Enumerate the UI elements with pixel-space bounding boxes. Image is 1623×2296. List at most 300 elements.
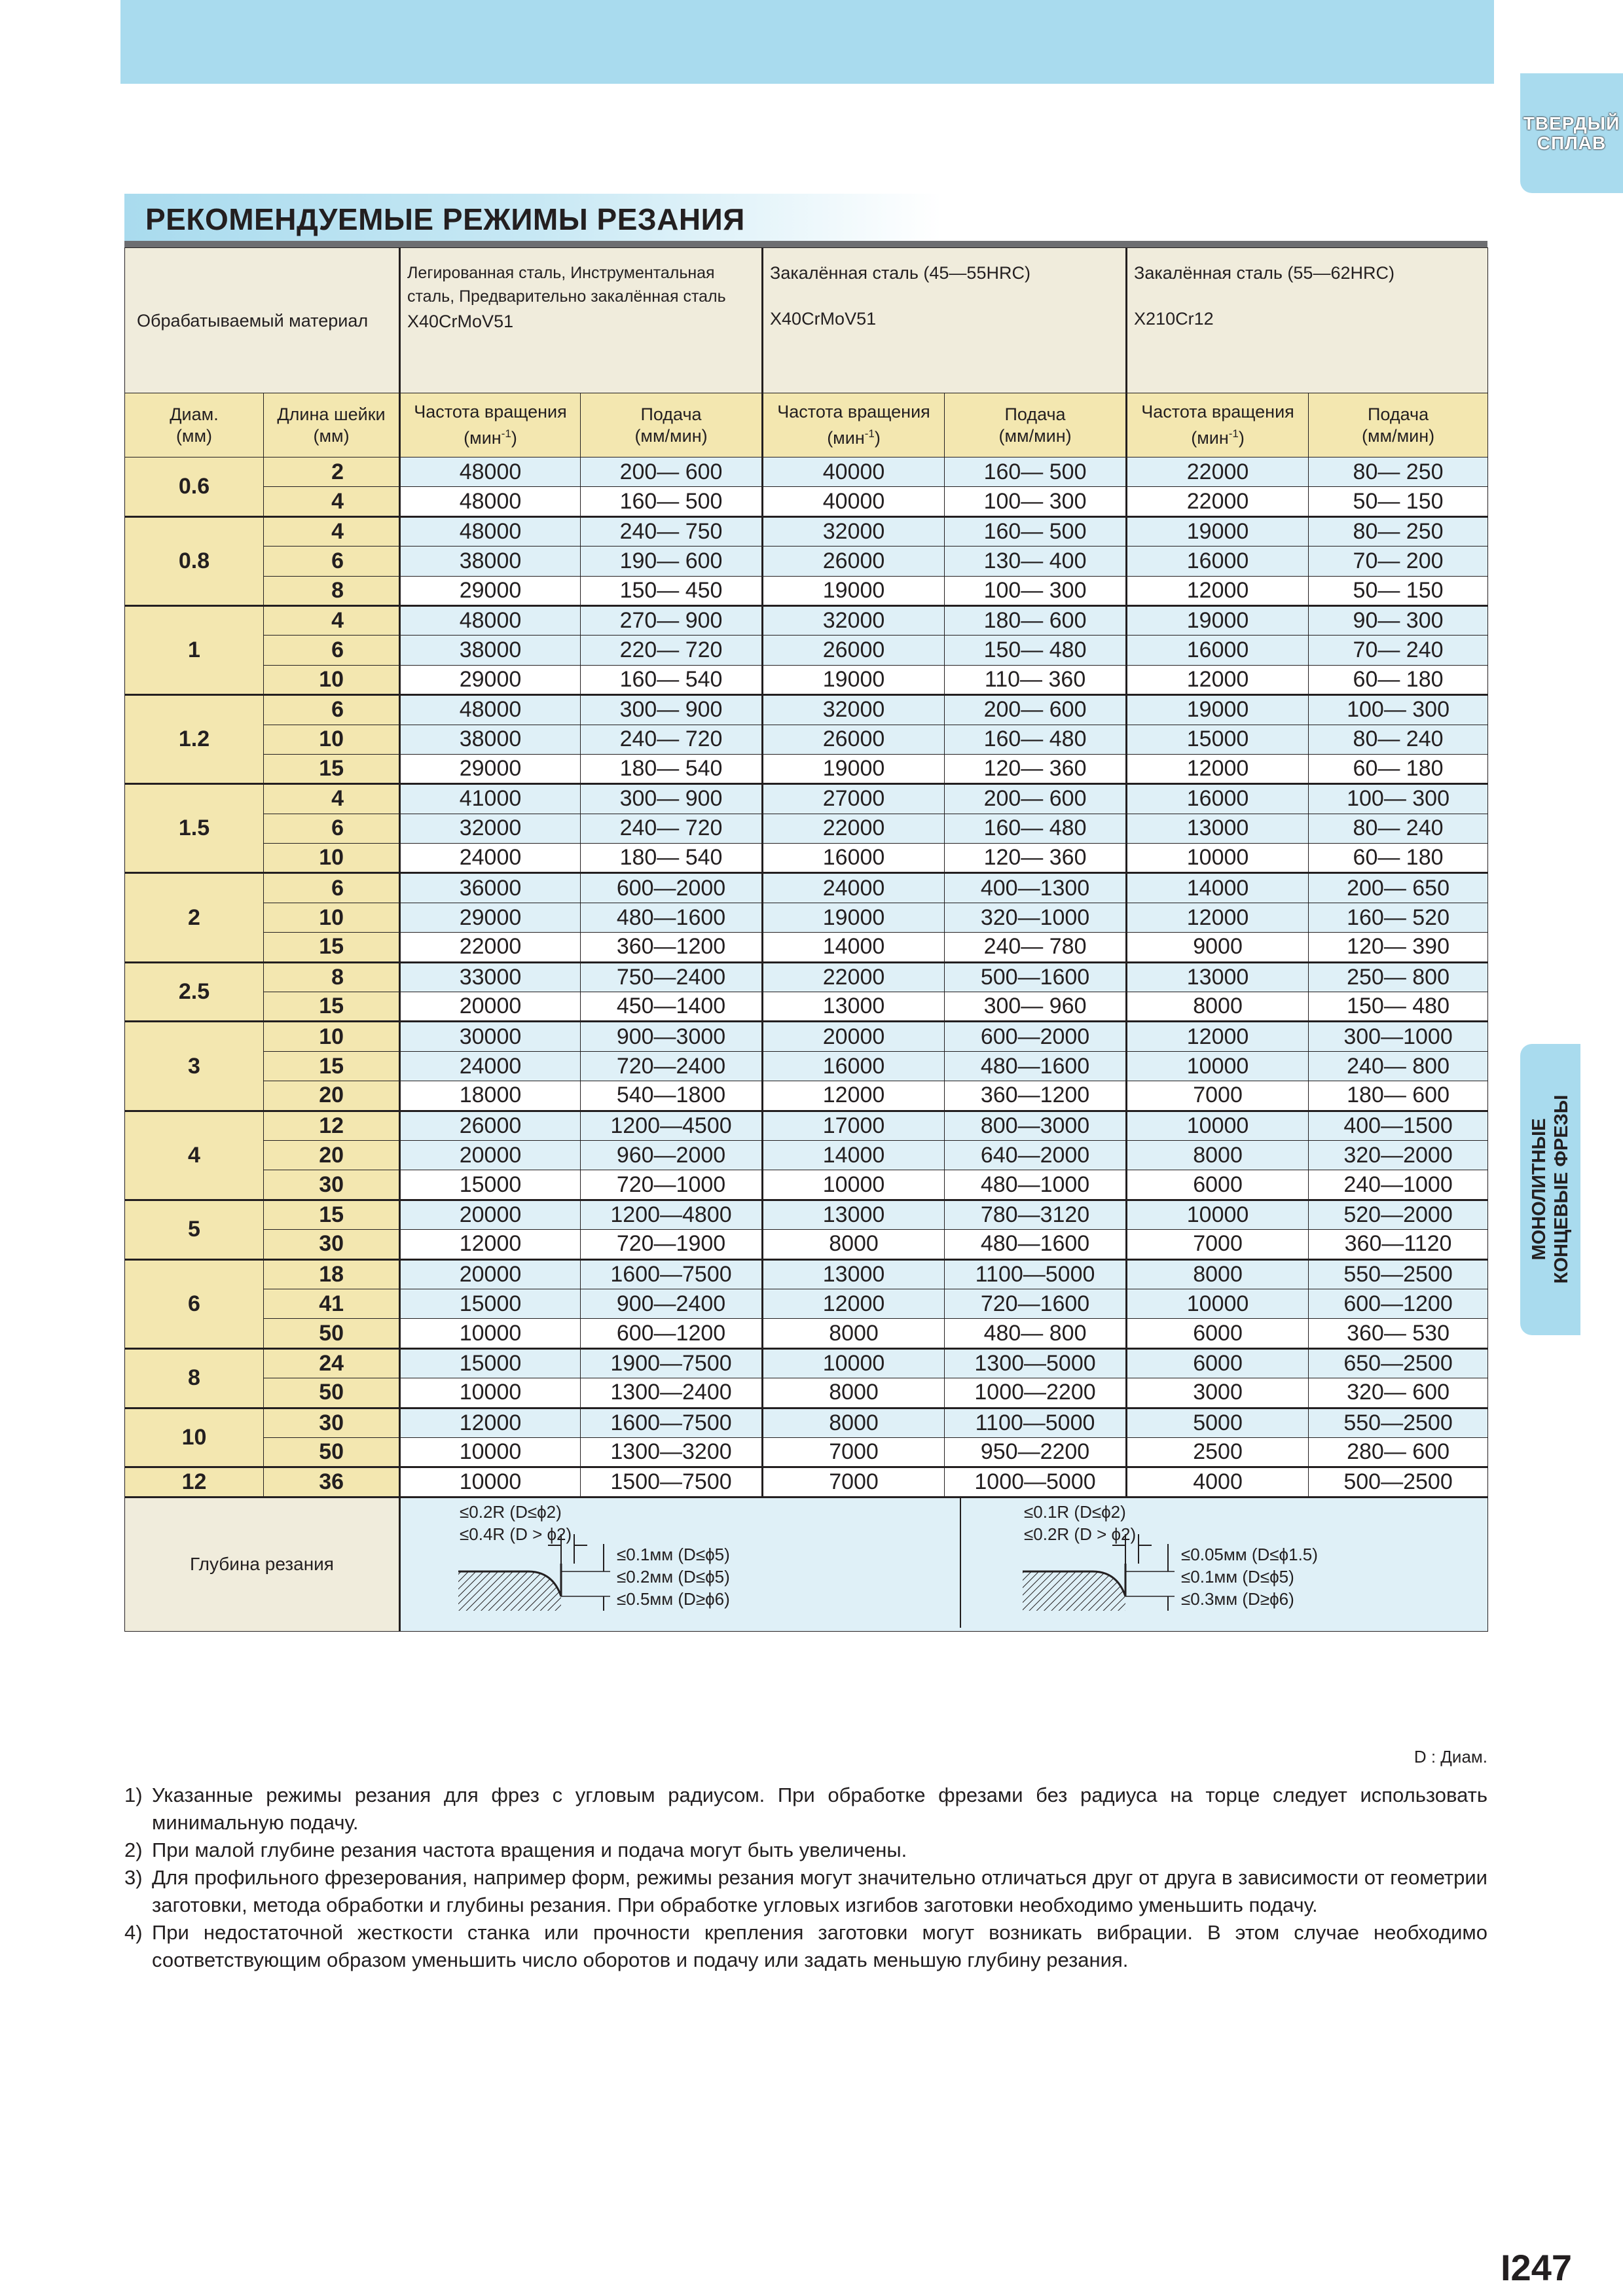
- speed-cell: 16000: [763, 1051, 945, 1081]
- right-figure-radius-text: ≤0.1R (D≤ϕ2): [1024, 1501, 1126, 1522]
- feed-cell: 900—2400: [581, 1289, 763, 1318]
- speed-cell: 29000: [400, 903, 581, 932]
- neck-length-cell: 10: [264, 725, 400, 754]
- table-row: [125, 903, 1488, 932]
- feed-cell: 120— 360: [945, 844, 1127, 873]
- side-tab-carbide: [1520, 73, 1623, 193]
- neck-length-cell: 20: [264, 1140, 400, 1170]
- table-row: [125, 1378, 1488, 1408]
- side-tab-mid-line2: КОНЦЕВЫЕ ФРЕЗЫ: [1551, 1094, 1572, 1284]
- diameter-cell: 0.8: [125, 516, 264, 605]
- speed-cell: 20000: [400, 1140, 581, 1170]
- speed-cell: 16000: [763, 844, 945, 873]
- speed-cell: 3000: [1127, 1378, 1309, 1408]
- speed-header-label: Частота вращения: [777, 402, 930, 422]
- speed-cell: 10000: [400, 1319, 581, 1348]
- diameter-legend: D : Диам.: [1413, 1747, 1487, 1767]
- feed-cell: 500—1600: [945, 962, 1127, 992]
- feed-cell: 320—1000: [945, 903, 1127, 932]
- feed-cell: 960—2000: [581, 1140, 763, 1170]
- right-figure-workpiece: [1023, 1571, 1125, 1611]
- feed-cell: 750—2400: [581, 962, 763, 992]
- table-row: [125, 1319, 1488, 1348]
- col-header-diameter: [125, 393, 264, 457]
- feed-cell: 160— 480: [945, 814, 1127, 843]
- feed-cell: 240— 800: [1309, 1051, 1488, 1081]
- speed-cell: 16000: [1127, 547, 1309, 576]
- side-tab-top-line1: ТВЕРДЫЙ: [1523, 113, 1620, 134]
- left-figure-radius-text: ≤0.4R (D > ϕ2): [460, 1524, 572, 1544]
- speed-cell: 15000: [400, 1348, 581, 1378]
- feed-cell: 540—1800: [581, 1081, 763, 1111]
- speed-cell: 26000: [400, 1111, 581, 1140]
- speed-cell: 22000: [1127, 487, 1309, 516]
- speed-cell: 13000: [763, 1259, 945, 1289]
- diameter-cell: 1: [125, 605, 264, 694]
- feed-cell: 50— 150: [1309, 487, 1488, 516]
- table-row: [125, 1170, 1488, 1200]
- speed-cell: 24000: [400, 1051, 581, 1081]
- feed-cell: 1200—4500: [581, 1111, 763, 1140]
- diameter-cell: 1.2: [125, 695, 264, 784]
- table-row: [125, 1140, 1488, 1170]
- page-number: I247: [1501, 2247, 1572, 2288]
- diameter-cell: 8: [125, 1348, 264, 1408]
- feed-cell: 150— 480: [945, 636, 1127, 665]
- feed-cell: 360—1200: [581, 933, 763, 962]
- speed-header-exponent: -1: [501, 427, 511, 440]
- note-number: 4): [124, 1921, 143, 1944]
- feed-cell: 480—1000: [945, 1170, 1127, 1200]
- feed-cell: 300— 900: [581, 695, 763, 725]
- table-row: [125, 992, 1488, 1022]
- feed-cell: 180— 600: [945, 605, 1127, 635]
- table-row: [125, 725, 1488, 754]
- speed-cell: 32000: [763, 695, 945, 725]
- neck-length-cell: 15: [264, 1200, 400, 1229]
- feed-cell: 360—1120: [1309, 1230, 1488, 1259]
- speed-cell: 22000: [763, 962, 945, 992]
- speed-cell: 10000: [1127, 1200, 1309, 1229]
- feed-cell: 160— 480: [945, 725, 1127, 754]
- speed-cell: 8000: [1127, 1140, 1309, 1170]
- table-row: [125, 1259, 1488, 1289]
- feed-cell: 70— 240: [1309, 636, 1488, 665]
- material-group-2-grade: X40CrMoV51: [770, 309, 877, 329]
- table-row: [125, 695, 1488, 725]
- speed-cell: 10000: [763, 1348, 945, 1378]
- table-row: [125, 844, 1488, 873]
- feed-cell: 650—2500: [1309, 1348, 1488, 1378]
- neck-length-cell: 10: [264, 844, 400, 873]
- speed-cell: 19000: [763, 754, 945, 783]
- feed-cell: 480— 800: [945, 1319, 1127, 1348]
- speed-cell: 20000: [400, 1200, 581, 1229]
- feed-cell: 780—3120: [945, 1200, 1127, 1229]
- speed-cell: 7000: [763, 1437, 945, 1467]
- feed-cell: 1500—7500: [581, 1467, 763, 1497]
- speed-cell: 38000: [400, 547, 581, 576]
- speed-cell: 26000: [763, 636, 945, 665]
- speed-header-label: Частота вращения: [414, 402, 567, 422]
- neck-length-cell: 4: [264, 784, 400, 814]
- feed-cell: 400—1500: [1309, 1111, 1488, 1140]
- feed-cell: 200— 600: [945, 784, 1127, 814]
- feed-cell: 280— 600: [1309, 1437, 1488, 1467]
- table-row: [125, 1348, 1488, 1378]
- feed-cell: 150— 450: [581, 576, 763, 605]
- neck-length-cell: 2: [264, 457, 400, 487]
- left-figure-workpiece: [458, 1571, 561, 1611]
- neck-length-cell: 10: [264, 1022, 400, 1051]
- speed-cell: 15000: [1127, 725, 1309, 754]
- feed-cell: 300— 960: [945, 992, 1127, 1022]
- feed-cell: 550—2500: [1309, 1259, 1488, 1289]
- feed-header-label: Подача (мм/мин): [1361, 404, 1435, 446]
- cutting-depth-label: Глубина резания: [125, 1497, 400, 1631]
- feed-cell: 110— 360: [945, 665, 1127, 694]
- col-header-feed-2: [945, 393, 1127, 457]
- neck-length-cell: 12: [264, 1111, 400, 1140]
- speed-cell: 10000: [1127, 1051, 1309, 1081]
- speed-cell: 16000: [1127, 784, 1309, 814]
- speed-cell: 6000: [1127, 1170, 1309, 1200]
- right-figure-depth-text: ≤0.05мм (D≤ϕ1.5): [1181, 1544, 1318, 1564]
- speed-cell: 15000: [400, 1170, 581, 1200]
- section-title-banner: [124, 194, 1487, 241]
- table-row: [125, 636, 1488, 665]
- speed-cell: 8000: [763, 1230, 945, 1259]
- cutting-depth-row: [125, 1497, 1488, 1631]
- neck-length-cell: 4: [264, 605, 400, 635]
- feed-cell: 720—1600: [945, 1289, 1127, 1318]
- speed-cell: 27000: [763, 784, 945, 814]
- speed-cell: 5000: [1127, 1408, 1309, 1437]
- speed-cell: 16000: [1127, 636, 1309, 665]
- col-header-neck-length-text: Длина шейки (мм): [277, 404, 386, 446]
- feed-cell: 60— 180: [1309, 665, 1488, 694]
- note-item: [124, 1782, 1487, 1837]
- table-row: [125, 547, 1488, 576]
- feed-cell: 1000—2200: [945, 1378, 1127, 1408]
- feed-cell: 90— 300: [1309, 605, 1488, 635]
- feed-cell: 640—2000: [945, 1140, 1127, 1170]
- feed-cell: 720—2400: [581, 1051, 763, 1081]
- speed-cell: 48000: [400, 457, 581, 487]
- neck-length-cell: 50: [264, 1319, 400, 1348]
- neck-length-cell: 10: [264, 903, 400, 932]
- neck-length-cell: 4: [264, 487, 400, 516]
- feed-cell: 250— 800: [1309, 962, 1488, 992]
- speed-cell: 20000: [763, 1022, 945, 1051]
- note-item: [124, 1919, 1487, 1974]
- material-group-1: [400, 248, 763, 393]
- neck-length-cell: 18: [264, 1259, 400, 1289]
- feed-cell: 120— 360: [945, 754, 1127, 783]
- table-row: [125, 962, 1488, 992]
- material-group-2-name: Закалённая сталь (45—55HRC): [770, 263, 1030, 283]
- speed-cell: 20000: [400, 1259, 581, 1289]
- neck-length-cell: 6: [264, 873, 400, 903]
- neck-length-cell: 15: [264, 933, 400, 962]
- left-figure-depth-text: ≤0.2мм (D≤ϕ5): [617, 1566, 730, 1587]
- feed-cell: 80— 240: [1309, 725, 1488, 754]
- speed-cell: 20000: [400, 992, 581, 1022]
- speed-cell: 19000: [1127, 695, 1309, 725]
- speed-cell: 10000: [1127, 844, 1309, 873]
- material-header-row: [125, 248, 1488, 393]
- speed-cell: 19000: [763, 576, 945, 605]
- cutting-depth-figures: [400, 1497, 1488, 1631]
- feed-cell: 100— 300: [945, 576, 1127, 605]
- speed-cell: 8000: [763, 1408, 945, 1437]
- speed-header-close: ): [1238, 428, 1245, 448]
- speed-cell: 30000: [400, 1022, 581, 1051]
- feed-cell: 100— 300: [1309, 784, 1488, 814]
- title-rule: [124, 241, 1487, 247]
- cutting-conditions-table: [124, 247, 1488, 1632]
- neck-length-cell: 6: [264, 695, 400, 725]
- note-text: При малой глубине резания частота вращения и подача могут быть увеличены.: [152, 1839, 907, 1861]
- diameter-cell: 6: [125, 1259, 264, 1348]
- speed-cell: 10000: [400, 1378, 581, 1408]
- table-row: [125, 754, 1488, 783]
- speed-cell: 10000: [400, 1467, 581, 1497]
- speed-cell: 19000: [763, 903, 945, 932]
- table-row: [125, 1111, 1488, 1140]
- feed-cell: 80— 250: [1309, 457, 1488, 487]
- note-number: 3): [124, 1866, 143, 1889]
- speed-cell: 2500: [1127, 1437, 1309, 1467]
- note-item: [124, 1837, 1487, 1864]
- table-row: [125, 487, 1488, 516]
- speed-cell: 12000: [1127, 576, 1309, 605]
- material-label: Обрабатываемый материал: [125, 248, 400, 393]
- feed-cell: 80— 250: [1309, 516, 1488, 546]
- note-text: Для профильного фрезерования, например форм, режимы резания могут значительно отличаться друг от друга в зависимости от геометрии заготовки, метода обработки и глубины резания. При обработке угловых изгибов заготовки необходимо уменьшить подачу.: [152, 1866, 1487, 1916]
- note-number: 1): [124, 1784, 143, 1806]
- speed-cell: 12000: [400, 1230, 581, 1259]
- feed-cell: 60— 180: [1309, 844, 1488, 873]
- neck-length-cell: 50: [264, 1437, 400, 1467]
- feed-cell: 100— 300: [945, 487, 1127, 516]
- speed-header-close: ): [511, 428, 517, 448]
- speed-cell: 12000: [763, 1289, 945, 1318]
- speed-cell: 19000: [763, 665, 945, 694]
- diameter-cell: 12: [125, 1467, 264, 1497]
- neck-length-cell: 10: [264, 665, 400, 694]
- speed-cell: 8000: [1127, 992, 1309, 1022]
- notes-list: [124, 1782, 1487, 1974]
- table-row: [125, 1200, 1488, 1229]
- diameter-cell: 1.5: [125, 784, 264, 873]
- col-header-speed-3: [1127, 393, 1309, 457]
- feed-cell: 720—1000: [581, 1170, 763, 1200]
- feed-cell: 150— 480: [1309, 992, 1488, 1022]
- speed-cell: 6000: [1127, 1319, 1309, 1348]
- side-tab-end-mills: [1520, 1044, 1580, 1335]
- speed-cell: 14000: [763, 1140, 945, 1170]
- table-row: [125, 784, 1488, 814]
- neck-length-cell: 30: [264, 1230, 400, 1259]
- speed-header-close: ): [874, 428, 881, 448]
- feed-cell: 1300—3200: [581, 1437, 763, 1467]
- feed-cell: 600—2000: [581, 873, 763, 903]
- speed-header-label: Частота вращения: [1141, 402, 1294, 422]
- speed-cell: 8000: [1127, 1259, 1309, 1289]
- speed-cell: 7000: [1127, 1230, 1309, 1259]
- speed-cell: 29000: [400, 754, 581, 783]
- material-group-3-grade: X210Cr12: [1134, 309, 1214, 329]
- note-number: 2): [124, 1839, 143, 1861]
- feed-cell: 160— 500: [945, 457, 1127, 487]
- speed-cell: 22000: [1127, 457, 1309, 487]
- speed-cell: 29000: [400, 576, 581, 605]
- feed-cell: 160— 500: [945, 516, 1127, 546]
- table-row: [125, 1081, 1488, 1111]
- speed-cell: 7000: [1127, 1081, 1309, 1111]
- speed-cell: 14000: [1127, 873, 1309, 903]
- feed-cell: 60— 180: [1309, 754, 1488, 783]
- table-row: [125, 576, 1488, 605]
- neck-length-cell: 30: [264, 1408, 400, 1437]
- speed-cell: 13000: [763, 992, 945, 1022]
- col-header-speed-2: [763, 393, 945, 457]
- neck-length-cell: 41: [264, 1289, 400, 1318]
- speed-cell: 48000: [400, 695, 581, 725]
- material-group-1-name: Легированная сталь, Инструментальная сталь, Предварительно закалённая сталь: [407, 264, 726, 306]
- neck-length-cell: 30: [264, 1170, 400, 1200]
- neck-length-cell: 8: [264, 576, 400, 605]
- speed-cell: 8000: [763, 1319, 945, 1348]
- speed-cell: 13000: [1127, 962, 1309, 992]
- neck-length-cell: 8: [264, 962, 400, 992]
- feed-cell: 1200—4800: [581, 1200, 763, 1229]
- diameter-cell: 0.6: [125, 457, 264, 517]
- col-header-speed-1: [400, 393, 581, 457]
- speed-cell: 18000: [400, 1081, 581, 1111]
- left-figure-depth-text: ≤0.5мм (D≥ϕ6): [617, 1588, 730, 1609]
- speed-cell: 40000: [763, 487, 945, 516]
- table-row: [125, 1051, 1488, 1081]
- feed-cell: 100— 300: [1309, 695, 1488, 725]
- speed-header-unit: (мин: [827, 428, 865, 448]
- col-header-feed-1: [581, 393, 763, 457]
- feed-cell: 500—2500: [1309, 1467, 1488, 1497]
- feed-cell: 160— 520: [1309, 903, 1488, 932]
- side-tab-top-line2: СПЛАВ: [1537, 132, 1607, 153]
- diameter-cell: 10: [125, 1408, 264, 1467]
- feed-cell: 360— 530: [1309, 1319, 1488, 1348]
- neck-length-cell: 6: [264, 814, 400, 843]
- side-tab-mid-line1: МОНОЛИТНЫЕ: [1529, 1118, 1550, 1261]
- feed-cell: 190— 600: [581, 547, 763, 576]
- feed-cell: 480—1600: [945, 1230, 1127, 1259]
- feed-cell: 360—1200: [945, 1081, 1127, 1111]
- speed-cell: 32000: [763, 605, 945, 635]
- speed-cell: 38000: [400, 725, 581, 754]
- right-figure-depth-text: ≤0.1мм (D≤ϕ5): [1181, 1566, 1294, 1587]
- feed-cell: 480—1600: [581, 903, 763, 932]
- feed-cell: 450—1400: [581, 992, 763, 1022]
- speed-cell: 12000: [1127, 1022, 1309, 1051]
- feed-header-label: Подача (мм/мин): [998, 404, 1072, 446]
- feed-cell: 240— 720: [581, 725, 763, 754]
- neck-length-cell: 6: [264, 547, 400, 576]
- feed-cell: 1100—5000: [945, 1259, 1127, 1289]
- feed-cell: 600—2000: [945, 1022, 1127, 1051]
- feed-cell: 320—2000: [1309, 1140, 1488, 1170]
- feed-cell: 600—1200: [581, 1319, 763, 1348]
- speed-cell: 14000: [763, 933, 945, 962]
- feed-cell: 900—3000: [581, 1022, 763, 1051]
- feed-cell: 400—1300: [945, 873, 1127, 903]
- neck-length-cell: 15: [264, 754, 400, 783]
- material-group-2: [763, 248, 1127, 393]
- material-group-1-grade: X40CrMoV51: [407, 312, 514, 331]
- speed-cell: 19000: [1127, 605, 1309, 635]
- feed-cell: 300—1000: [1309, 1022, 1488, 1051]
- speed-cell: 19000: [1127, 516, 1309, 546]
- speed-cell: 15000: [400, 1289, 581, 1318]
- feed-cell: 720—1900: [581, 1230, 763, 1259]
- diameter-cell: 4: [125, 1111, 264, 1200]
- col-header-feed-3: [1309, 393, 1488, 457]
- table-row: [125, 516, 1488, 546]
- speed-cell: 22000: [763, 814, 945, 843]
- feed-cell: 200— 650: [1309, 873, 1488, 903]
- diameter-cell: 2: [125, 873, 264, 962]
- speed-cell: 12000: [1127, 665, 1309, 694]
- neck-length-cell: 4: [264, 516, 400, 546]
- top-color-bar: [120, 0, 1494, 84]
- feed-cell: 480—1600: [945, 1051, 1127, 1081]
- feed-cell: 80— 240: [1309, 814, 1488, 843]
- feed-cell: 270— 900: [581, 605, 763, 635]
- feed-cell: 320— 600: [1309, 1378, 1488, 1408]
- feed-cell: 120— 390: [1309, 933, 1488, 962]
- speed-cell: 38000: [400, 636, 581, 665]
- speed-cell: 12000: [400, 1408, 581, 1437]
- speed-cell: 22000: [400, 933, 581, 962]
- cutting-depth-diagram: [401, 1498, 1488, 1628]
- speed-header-exponent: -1: [1228, 427, 1239, 440]
- feed-cell: 180— 540: [581, 754, 763, 783]
- speed-cell: 10000: [400, 1437, 581, 1467]
- feed-cell: 160— 500: [581, 487, 763, 516]
- speed-cell: 17000: [763, 1111, 945, 1140]
- speed-cell: 32000: [400, 814, 581, 843]
- table-row: [125, 1408, 1488, 1437]
- feed-header-label: Подача (мм/мин): [634, 404, 708, 446]
- speed-cell: 12000: [763, 1081, 945, 1111]
- note-text: При недостаточной жесткости станка или прочности крепления заготовки могут возникать вибрации. В этом случае необходимо соответствующим образом уменьшить число оборотов и подачу или задать меньшую глубину резания.: [152, 1921, 1487, 1971]
- table-row: [125, 665, 1488, 694]
- feed-cell: 1300—2400: [581, 1378, 763, 1408]
- table-row: [125, 814, 1488, 843]
- feed-cell: 130— 400: [945, 547, 1127, 576]
- feed-cell: 180— 540: [581, 844, 763, 873]
- table-row: [125, 1289, 1488, 1318]
- feed-cell: 520—2000: [1309, 1200, 1488, 1229]
- speed-cell: 10000: [763, 1170, 945, 1200]
- neck-length-cell: 15: [264, 992, 400, 1022]
- material-group-3: [1127, 248, 1488, 393]
- note-text: Указанные режимы резания для фрез с угловым радиусом. При обработке фрезами без радиуса на торце следует использовать минимальную подачу.: [152, 1784, 1487, 1834]
- right-figure-radius-text: ≤0.2R (D > ϕ2): [1024, 1524, 1137, 1544]
- table-row: [125, 1437, 1488, 1467]
- speed-cell: 24000: [400, 844, 581, 873]
